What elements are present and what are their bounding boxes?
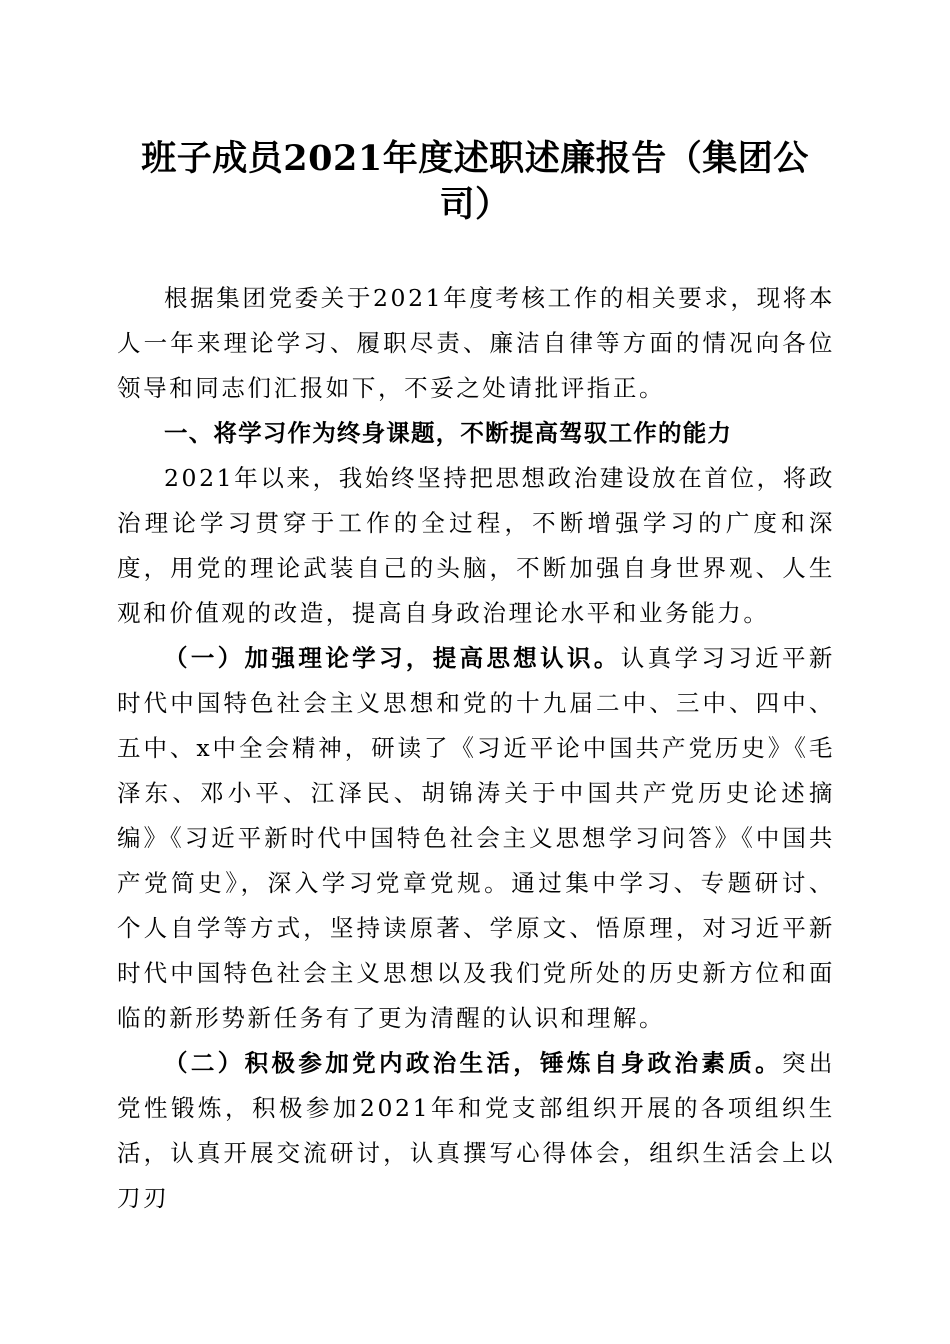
subsection-2-heading: （二）积极参加党内政治生活，锤炼自身政治素质。	[164, 1049, 783, 1077]
subsection-1-text: 认真学习习近平新时代中国特色社会主义思想和党的十九届二中、三中、四中、五中、x中全会精神，研读了《习近平论中国共产党历史》《毛泽东、邓小平、江泽民、胡锦涛关于中国共产党历史论述摘编》《习近平新时代中国特色社会主义思想学习问答》《中国共产党简史》，深入学习党章党规。通过集中学习、专题研讨、个人自学等方式，坚持读原著、学原文、悟原理，对习近平新时代中国特色社会主义思想以及我们党所处的历史新方位和面临的新形势新任务有了更为清醒的认识和理解。	[117, 644, 835, 1032]
section-1-paragraph: 2021年以来，我始终坚持把思想政治建设放在首位，将政治理论学习贯穿于工作的全过程，不断增强学习的广度和深度，用党的理论武装自己的头脑，不断加强自身世界观、人生观和价值观的改造，提高自身政治理论水平和业务能力。	[117, 464, 835, 627]
subsection-2-text: 突出党性锻炼，积极参加2021年和党支部组织开展的各项组织生活，认真开展交流研讨，认真撰写心得体会，组织生活会上以刀刃	[117, 1049, 835, 1212]
document-title	[115, 136, 835, 228]
section-heading-1: 一、将学习作为终身课题，不断提高驾驭工作的能力	[164, 419, 733, 447]
intro-paragraph: 根据集团党委关于2021年度考核工作的相关要求，现将本人一年来理论学习、履职尽责、廉洁自律等方面的情况向各位领导和同志们汇报如下，不妥之处请批评指正。	[117, 284, 835, 402]
title-line-2: 司）	[439, 184, 511, 225]
document-body	[117, 276, 835, 1221]
subsection-1-heading: （一）加强理论学习，提高思想认识。	[164, 644, 621, 672]
title-line-1: 班子成员2021年度述职述廉报告（集团公	[141, 138, 809, 179]
subsection-2-paragraph	[117, 1041, 835, 1221]
subsection-1-paragraph	[117, 636, 835, 1041]
